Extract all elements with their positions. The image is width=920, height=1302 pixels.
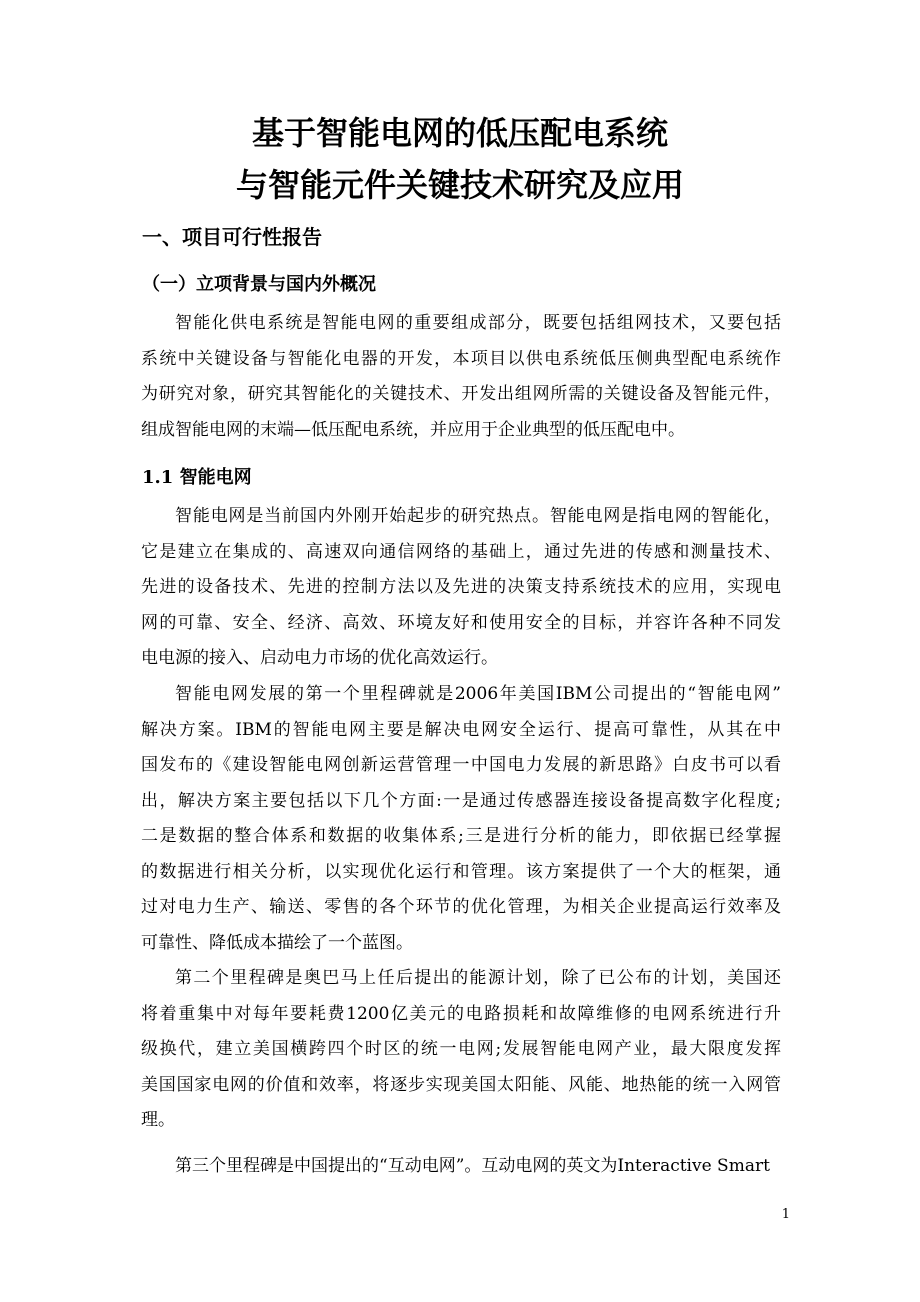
text-line: 电电源的接入、启动电力市场的优化高效运行。	[141, 648, 498, 668]
document-title-line-1: 基于智能电网的低压配电系统	[251, 114, 668, 152]
text-line: 二是数据的整合体系和数据的收集体系;三是进行分析的能力，即依据已经掌握	[141, 826, 781, 846]
text-line: 过对电力生产、输送、零售的各个环节的优化管理，为相关企业提高运行效率及	[141, 897, 781, 917]
page-number: 1	[781, 1207, 790, 1222]
subsection-heading: （一）立项背景与国内外概况	[142, 274, 376, 295]
text-line: 将着重集中对每年要耗费1200亿美元的电路损耗和故障维修的电网系统进行升	[141, 1003, 781, 1024]
text-line: 智能电网是当前国内外刚开始起步的研究热点。智能电网是指电网的智能化，	[175, 506, 781, 526]
text-line: 智能化供电系统是智能电网的重要组成部分，既要包括组网技术，又要包括	[175, 313, 781, 333]
text-line: 理。	[141, 1110, 175, 1130]
text-line: 国发布的《建设智能电网创新运营管理一中国电力发展的新思路》白皮书可以看	[141, 755, 781, 775]
paragraph-milestone-1	[141, 677, 781, 961]
text-line: 先进的设备技术、先进的控制方法以及先进的决策支持系统技术的应用，实现电	[141, 577, 781, 597]
document-title-line-2: 与智能元件关键技术研究及应用	[235, 166, 684, 204]
paragraph-intro	[141, 306, 781, 448]
section-heading: 一、项目可行性报告	[142, 225, 322, 249]
text-line: 系统中关键设备与智能化电器的开发，本项目以供电系统低压侧典型配电系统作	[141, 348, 781, 369]
paragraph-milestone-3	[141, 1149, 781, 1185]
text-line: 组成智能电网的末端—低压配电系统，并应用于企业典型的低压配电中。	[141, 419, 685, 440]
text-line: 出，解决方案主要包括以下几个方面:一是通过传感器连接设备提高数字化程度;	[141, 790, 781, 811]
text-line: 网的可靠、安全、经济、高效、环境友好和使用安全的目标，并容许各种不同发	[141, 612, 781, 633]
text-line: 级换代，建立美国横跨四个时区的统一电网;发展智能电网产业，最大限度发挥	[141, 1039, 781, 1059]
text-line: 可靠性、降低成本描绘了一个蓝图。	[141, 932, 413, 953]
text-line: 为研究对象，研究其智能化的关键技术、开发出组网所需的关键设备及智能元件，	[141, 384, 781, 404]
text-line: 智能电网发展的第一个里程碑就是2006年美国IBM公司提出的“智能电网”	[175, 684, 781, 704]
text-line: 的数据进行相关分析，以实现优化运行和管理。该方案提供了一个大的框架，通	[141, 861, 781, 882]
paragraph-smart-grid	[141, 499, 781, 677]
subsection-1-1-heading: 1.1 智能电网	[142, 467, 252, 488]
paragraph-milestone-2	[141, 961, 781, 1139]
text-line: 它是建立在集成的、高速双向通信网络的基础上，通过先进的传感和测量技术、	[141, 541, 781, 562]
text-line: 第三个里程碑是中国提出的“互动电网”。互动电网的英文为Interactive Smart	[175, 1156, 770, 1176]
text-line: 解决方案。IBM的智能电网主要是解决电网安全运行、提高可靠性，从其在中	[141, 719, 781, 740]
text-line: 第二个里程碑是奥巴马上任后提出的能源计划，除了已公布的计划，美国还	[175, 968, 781, 988]
text-line: 美国国家电网的价值和效率，将逐步实现美国太阳能、风能、地热能的统一入网管	[141, 1074, 781, 1095]
